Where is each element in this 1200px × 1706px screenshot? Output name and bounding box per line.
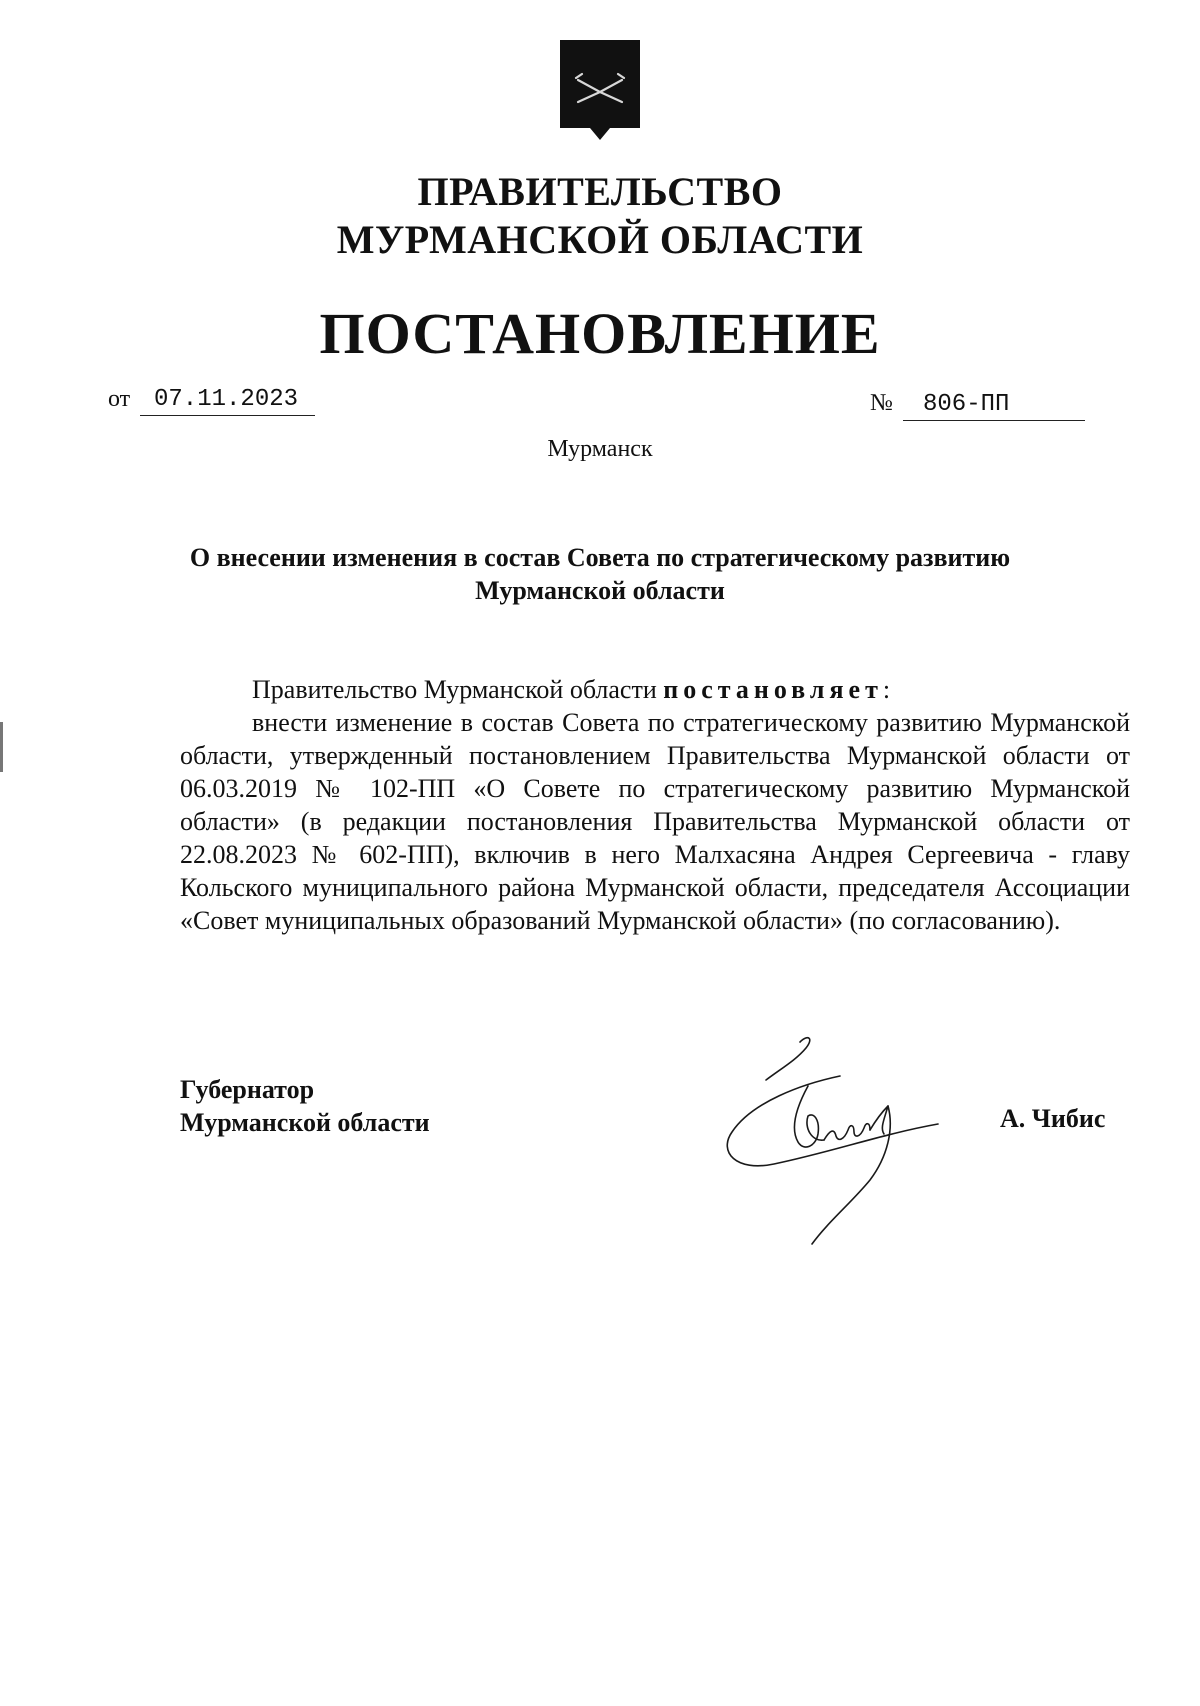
city-name: Мурманск [547,436,653,462]
organization-name-line2: МУРМАНСКОЙ ОБЛАСТИ [336,217,864,262]
scan-margin-mark [0,722,3,772]
decree-paragraph: внести изменение в состав Совета по стратегическому развитию Мурманской области, утвержденный постановлением Правительства Мурманской области от 06.03.2019 № 102-ПП «О Совете по стратегическому развитию Мурманской области» (в редакции постановления Правительства Мурманской области от 22.08.2023 № 602-ПП), включив в него Малхасяна Андрея Сергеевича - главу Кольского муниципального района Мурманской области, председателя Ассоциации «Совет муниципальных образований Мурманской области» (по согласованию). [180,708,1130,935]
subject-line1: О внесении изменения в состав Совета по стратегическому развитию [189,543,1011,572]
intro-prefix: Правительство Мурманской области [252,675,664,704]
document-date: 07.11.2023 [140,385,315,416]
subject-line2: Мурманской области [475,576,725,605]
document-number: 806-ПП [903,390,1085,421]
coat-of-arms-icon [558,38,642,143]
document-subject [150,541,1050,607]
handwritten-signature-icon [712,1024,942,1249]
document-type-title: ПОСТАНОВЛЕНИЕ [319,301,881,366]
signatory-title [180,1073,430,1139]
signer-name: А. Чибис [1000,1104,1106,1133]
decree-verb: постановляет [663,675,883,704]
signatory-title-line2: Мурманской области [180,1108,430,1137]
intro-suffix: : [882,675,891,704]
document-body [180,673,1130,937]
number-sign: № [870,390,893,416]
organization-name-line1: ПРАВИТЕЛЬСТВО [417,169,783,214]
signatory-title-line1: Губернатор [180,1075,315,1104]
date-prefix: от [108,386,131,412]
intro-paragraph [180,673,1130,706]
